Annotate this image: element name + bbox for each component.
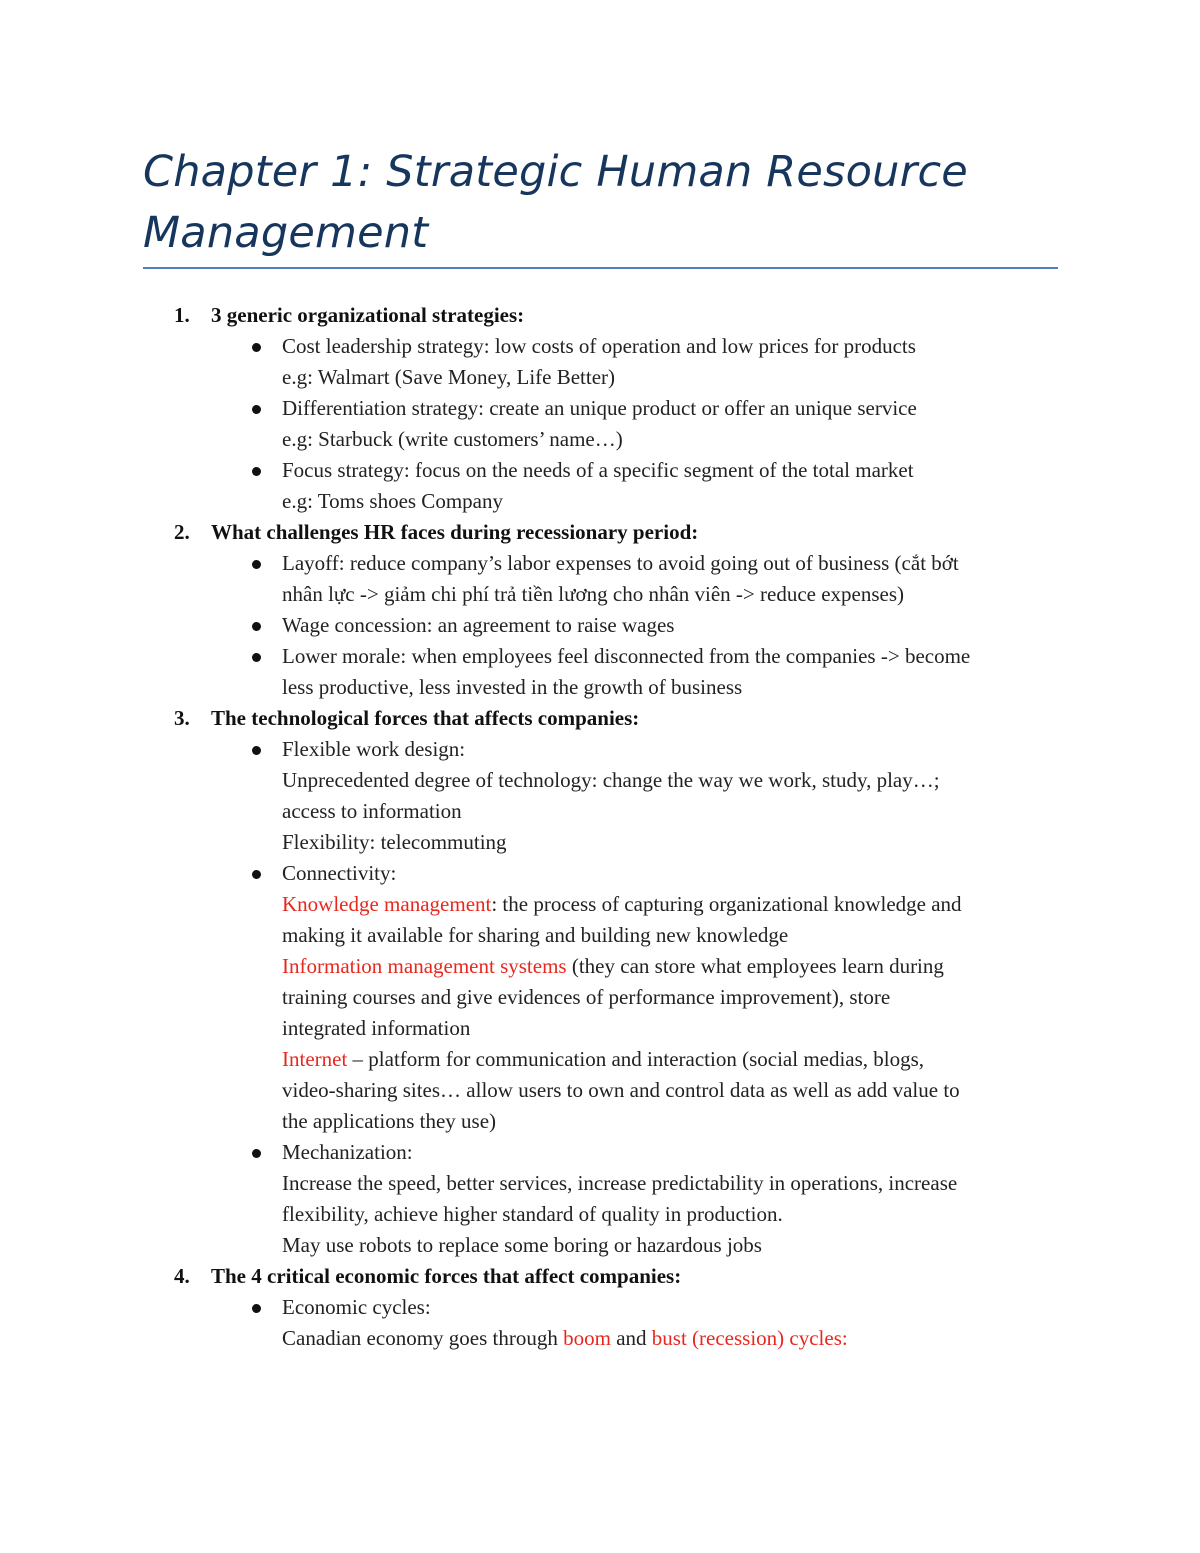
list-item-text: Differentiation strategy: create an unique product or offer an unique service xyxy=(282,396,917,420)
list-item-continuation xyxy=(0,579,1200,610)
list-item-continuation xyxy=(0,1044,1200,1075)
bullet-icon xyxy=(252,870,261,879)
title-line-1: Chapter 1: Strategic Human Resource xyxy=(143,147,968,197)
bullet-icon xyxy=(252,560,261,569)
example-text: e.g: Toms shoes Company xyxy=(282,489,503,513)
section-2-heading xyxy=(0,517,1200,548)
list-item-continuation xyxy=(0,424,1200,455)
list-item-continuation xyxy=(0,672,1200,703)
bullet-icon xyxy=(252,622,261,631)
list-item-text xyxy=(282,1323,848,1354)
list-item-text: integrated information xyxy=(282,1016,471,1040)
list-item-continuation xyxy=(0,1013,1200,1044)
text-fragment: Canadian economy goes through xyxy=(282,1326,564,1350)
title-underline xyxy=(143,267,1058,269)
term-definition: : the process of capturing organizational knowledge and xyxy=(491,892,962,916)
section-heading: 3 generic organizational strategies: xyxy=(211,303,525,327)
list-item xyxy=(0,548,1200,579)
list-item-text: the applications they use) xyxy=(282,1109,497,1133)
list-item-text: training courses and give evidences of performance improvement), store xyxy=(282,985,891,1009)
example-text: e.g: Walmart (Save Money, Life Better) xyxy=(282,365,616,389)
list-item-text: Connectivity: xyxy=(282,861,397,885)
list-item-continuation xyxy=(0,951,1200,982)
list-item-text: making it available for sharing and building new knowledge xyxy=(282,923,789,947)
section-number: 3. xyxy=(174,706,190,730)
bullet-icon xyxy=(252,1149,261,1158)
list-item xyxy=(0,610,1200,641)
section-3-heading xyxy=(0,703,1200,734)
list-item-continuation xyxy=(0,1323,1200,1354)
list-item-text xyxy=(282,1044,924,1075)
list-item-text: access to information xyxy=(282,799,462,823)
list-item-text: less productive, less invested in the growth of business xyxy=(282,675,743,699)
outline-list xyxy=(0,300,1200,1354)
highlight-term: boom xyxy=(563,1326,611,1350)
bullet-icon xyxy=(252,405,261,414)
list-item-continuation xyxy=(0,1230,1200,1261)
list-item-text: Increase the speed, better services, increase predictability in operations, increase xyxy=(282,1171,958,1195)
term-definition: – platform for communication and interaction (social medias, blogs, xyxy=(347,1047,925,1071)
bullet-icon xyxy=(252,343,261,352)
list-item xyxy=(0,1292,1200,1323)
section-heading: The technological forces that affects companies: xyxy=(211,706,640,730)
list-item xyxy=(0,393,1200,424)
title-line-2: Management xyxy=(143,208,429,258)
list-item-continuation xyxy=(0,486,1200,517)
list-item-continuation xyxy=(0,362,1200,393)
list-item-text xyxy=(282,889,962,920)
term-definition: (they can store what employees learn during xyxy=(566,954,944,978)
list-item-text: nhân lực -> giảm chi phí trả tiền lương cho nhân viên -> reduce expenses) xyxy=(282,582,905,606)
list-item-text: Lower morale: when employees feel disconnected from the companies -> become xyxy=(282,644,971,668)
section-1-heading xyxy=(0,300,1200,331)
list-item xyxy=(0,734,1200,765)
list-item-text xyxy=(282,951,944,982)
text-fragment: and xyxy=(610,1326,652,1350)
list-item-text: Cost leadership strategy: low costs of operation and low prices for products xyxy=(282,334,916,358)
list-item-text: Unprecedented degree of technology: change the way we work, study, play…; xyxy=(282,768,940,792)
list-item-continuation xyxy=(0,765,1200,796)
list-item xyxy=(0,331,1200,362)
highlight-term: Knowledge management xyxy=(282,892,492,916)
list-item-continuation xyxy=(0,827,1200,858)
section-number: 1. xyxy=(174,303,190,327)
list-item-text: Layoff: reduce company’s labor expenses to avoid going out of business (cắt bớt xyxy=(282,551,959,575)
list-item-continuation xyxy=(0,1075,1200,1106)
list-item-text: May use robots to replace some boring or hazardous jobs xyxy=(282,1233,762,1257)
highlight-term: Information management systems xyxy=(282,954,567,978)
list-item-continuation xyxy=(0,1199,1200,1230)
section-heading: What challenges HR faces during recessionary period: xyxy=(211,520,699,544)
list-item-text: video-sharing sites… allow users to own and control data as well as add value to xyxy=(282,1078,960,1102)
highlight-term: bust (recession) cycles: xyxy=(651,1326,848,1350)
section-number: 2. xyxy=(174,520,190,544)
list-item-text: flexibility, achieve higher standard of quality in production. xyxy=(282,1202,783,1226)
bullet-icon xyxy=(252,746,261,755)
list-item-text: Flexibility: telecommuting xyxy=(282,830,507,854)
example-text: e.g: Starbuck (write customers’ name…) xyxy=(282,427,623,451)
list-item-text: Flexible work design: xyxy=(282,737,466,761)
list-item-continuation xyxy=(0,920,1200,951)
list-item xyxy=(0,641,1200,672)
list-item xyxy=(0,455,1200,486)
list-item xyxy=(0,858,1200,889)
list-item-text: Economic cycles: xyxy=(282,1295,431,1319)
list-item-text: Focus strategy: focus on the needs of a specific segment of the total market xyxy=(282,458,914,482)
section-4-heading xyxy=(0,1261,1200,1292)
section-heading: The 4 critical economic forces that affect companies: xyxy=(211,1264,682,1288)
highlight-term: Internet xyxy=(282,1047,348,1071)
list-item-continuation xyxy=(0,889,1200,920)
section-number: 4. xyxy=(174,1264,190,1288)
list-item-text: Wage concession: an agreement to raise wages xyxy=(282,613,675,637)
list-item-continuation xyxy=(0,796,1200,827)
list-item-continuation xyxy=(0,982,1200,1013)
list-item-continuation xyxy=(0,1106,1200,1137)
bullet-icon xyxy=(252,653,261,662)
list-item-text: Mechanization: xyxy=(282,1140,413,1164)
bullet-icon xyxy=(252,1304,261,1313)
list-item-continuation xyxy=(0,1168,1200,1199)
list-item xyxy=(0,1137,1200,1168)
chapter-title xyxy=(143,142,1058,264)
bullet-icon xyxy=(252,467,261,476)
